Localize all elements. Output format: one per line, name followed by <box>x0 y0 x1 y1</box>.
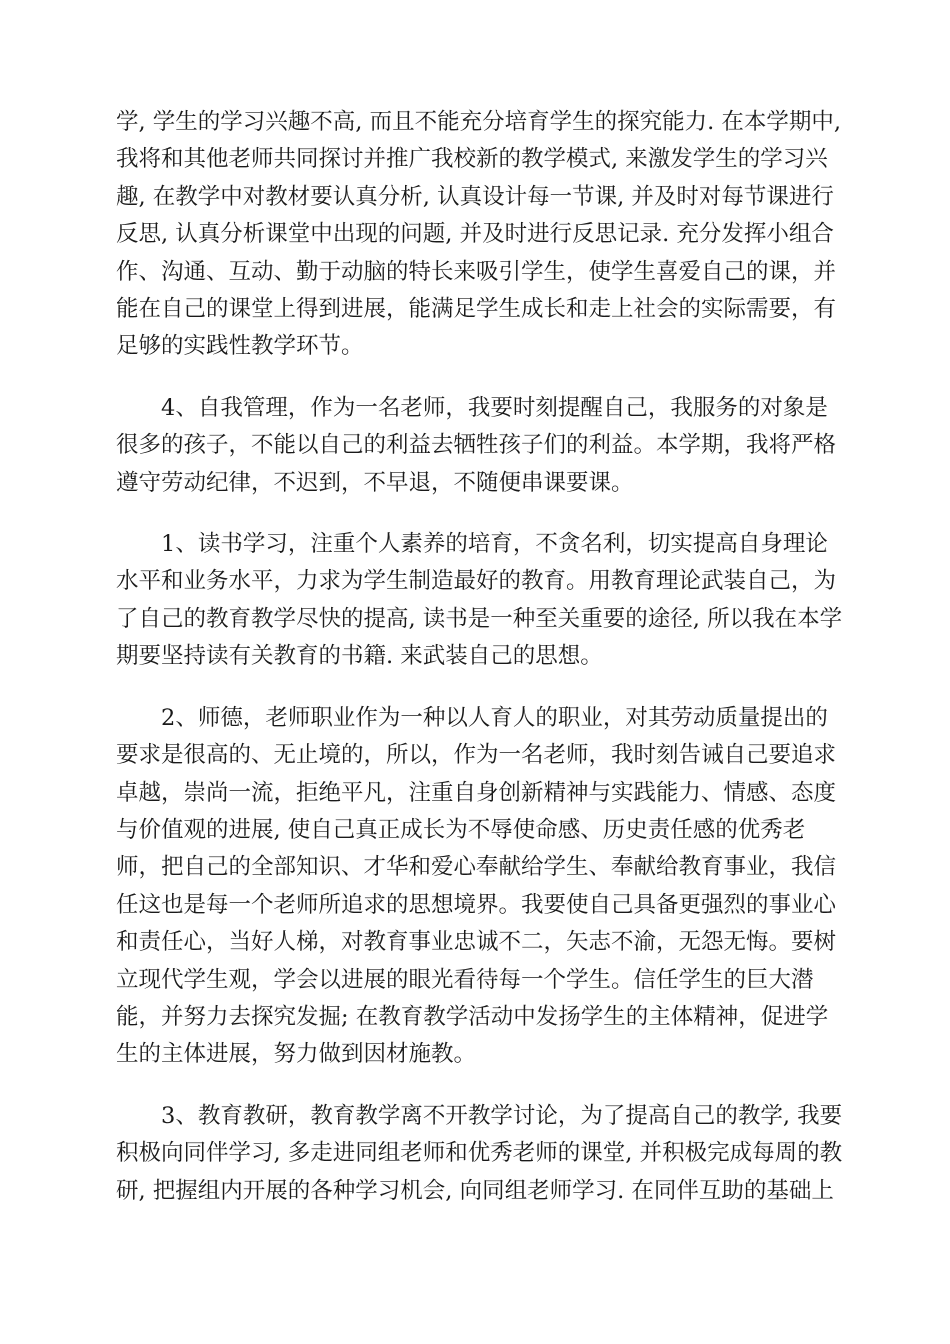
text-line: 立现代学生观，学会以进展的眼光看待每一个学生。信任学生的巨大潜 <box>116 966 814 993</box>
paragraph-reading-study <box>116 526 843 676</box>
text-line: 师，把自己的全部知识、才华和爱心奉献给学生、奉献给教育事业，我信 <box>116 854 837 881</box>
text-line: 1、读书学习，注重个人素养的培育，不贪名利，切实提高自身理论 <box>161 531 828 558</box>
paragraph-self-management <box>116 390 836 502</box>
paragraph-teaching-research <box>116 1098 843 1210</box>
text-line: 很多的孩子，不能以自己的利益去牺牲孩子们的利益。本学期，我将严格 <box>116 432 837 459</box>
text-line: 水平和业务水平，力求为学生制造最好的教育。用教育理论武装自己，为 <box>116 568 837 595</box>
text-line: 反思, 认真分析课堂中出现的问题, 并及时进行反思记录. 充分发挥小组合 <box>116 221 834 248</box>
text-line: 期要坚持读有关教育的书籍. 来武装自己的思想。 <box>116 643 603 670</box>
text-line: 学, 学生的学习兴趣不高, 而且不能充分培育学生的探究能力. 在本学期中, <box>116 109 842 135</box>
text-line: 和责任心，当好人梯，对教育事业忠诚不二，矢志不渝，无怨无悔。要树 <box>116 929 837 956</box>
text-line: 作、沟通、互动、勤于动脑的特长来吸引学生，使学生喜爱自己的课，并 <box>116 258 837 285</box>
text-line: 能，并努力去探究发掘; 在教育教学活动中发扬学生的主体精神，促进学 <box>116 1003 829 1030</box>
text-line: 了自己的教育教学尽快的提高, 读书是一种至关重要的途径, 所以我在本学 <box>116 605 843 632</box>
text-line: 与价值观的进展, 使自己真正成长为不辱使命感、历史责任感的优秀老 <box>116 816 806 843</box>
text-line: 我将和其他老师共同探讨并推广我校新的教学模式, 来激发学生的学习兴 <box>116 146 828 173</box>
document-page <box>116 104 843 1234</box>
paragraph-continuation <box>116 104 842 366</box>
text-line: 生的主体进展，努力做到因材施教。 <box>116 1041 477 1068</box>
text-line: 积极向同伴学习, 多走进同组老师和优秀老师的课堂, 并积极完成每周的教 <box>116 1140 843 1167</box>
text-line: 任这也是每一个老师所追求的思想境界。我要使自己具备更强烈的事业心 <box>116 891 837 918</box>
text-line: 4、自我管理，作为一名老师，我要时刻提醒自己，我服务的对象是 <box>161 394 828 421</box>
text-line: 遵守劳动纪律，不迟到，不早退，不随便串课要课。 <box>116 469 634 496</box>
text-line: 能在自己的课堂上得到进展，能满足学生成长和走上社会的实际需要，有 <box>116 296 837 323</box>
text-line: 2、师德，老师职业作为一种以人育人的职业，对其劳动质量提出的 <box>161 704 828 731</box>
text-line: 要求是很高的、无止境的，所以，作为一名老师，我时刻告诫自己要追求 <box>116 742 837 769</box>
text-line: 研, 把握组内开展的各种学习机会, 向同组老师学习. 在同伴互助的基础上 <box>116 1177 834 1204</box>
paragraph-teacher-ethics <box>116 700 836 1074</box>
text-line: 3、教育教研，教育教学离不开教学讨论，为了提高自己的教学, 我要 <box>161 1102 843 1129</box>
text-line: 足够的实践性教学环节。 <box>116 333 364 360</box>
text-line: 趣, 在教学中对教材要认真分析, 认真设计每一节课, 并及时对每节课进行 <box>116 183 834 210</box>
text-line: 卓越，崇尚一流，拒绝平凡，注重自身创新精神与实践能力、情感、态度 <box>116 779 837 806</box>
